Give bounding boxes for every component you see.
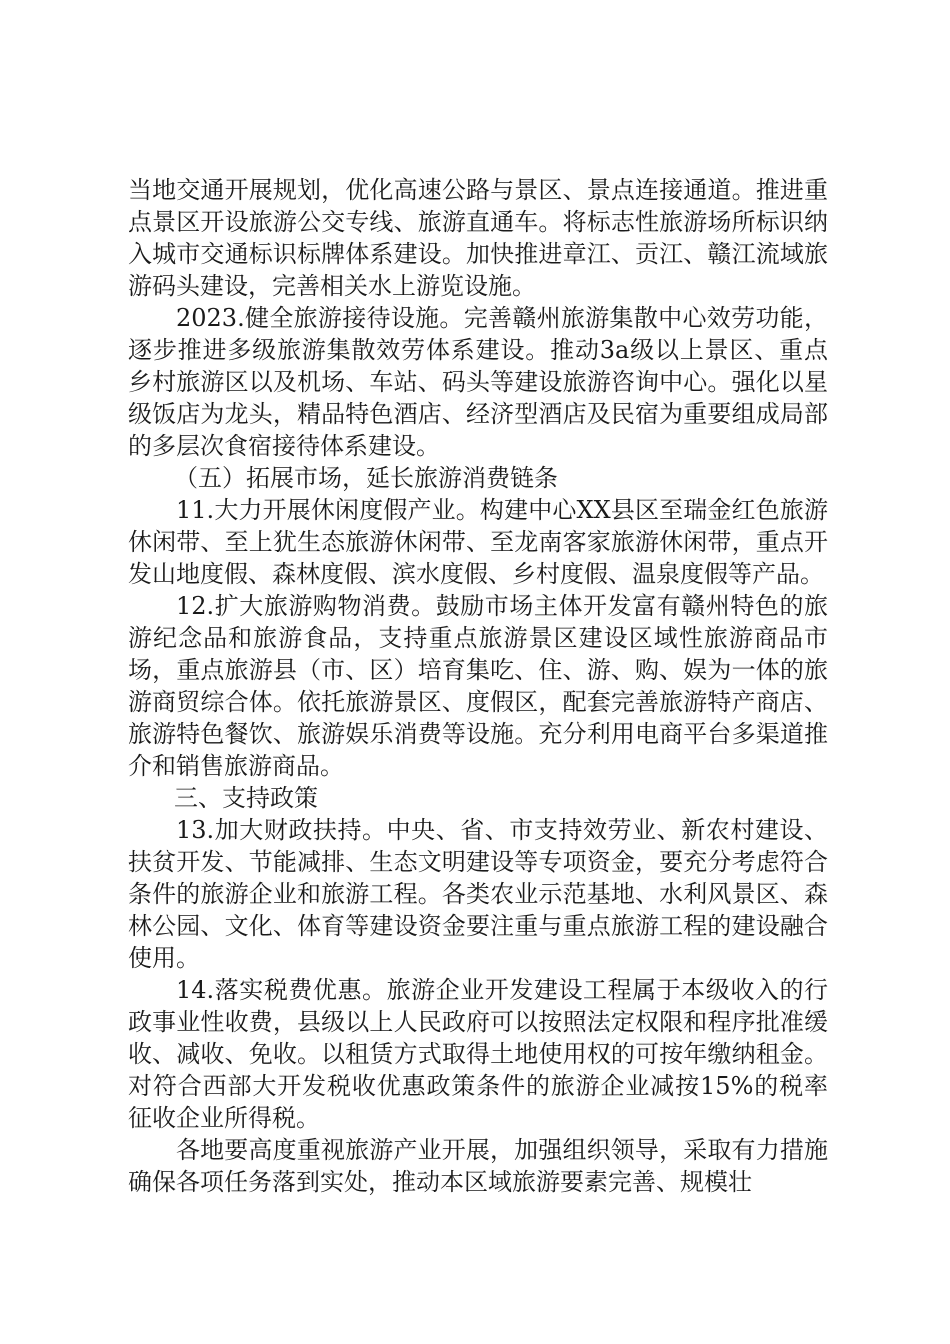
paragraph-reception-facilities: 2023.健全旅游接待设施。完善赣州旅游集散中心效劳功能，逐步推进多级旅游集散效劳体系建设。推动3a级以上景区、重点乡村旅游区以及机场、车站、码头等建设旅游咨询中心。强化以星级饭店为龙头，精品特色酒店、经济型酒店及民宿为重要组成局部的多层次食宿接待体系建设。: [128, 304, 828, 460]
paragraph-tax-incentives: 14.落实税费优惠。旅游企业开发建设工程属于本级收入的行政事业性收费，县级以上人民政府可以按照法定权限和程序批准缓收、减收、免收。以租赁方式取得土地使用权的可按年缴纳租金。对符合西部大开发税收优惠政策条件的旅游企业减按15%的税率征收企业所得税。: [128, 976, 828, 1132]
section-heading-market: （五）拓展市场，延长旅游消费链条: [174, 464, 558, 492]
paragraph-transport-planning: 当地交通开展规划，优化高速公路与景区、景点连接通道。推进重点景区开设旅游公交专线、旅游直通车。将标志性旅游场所标识纳入城市交通标识标牌体系建设。加快推进章江、贡江、赣江流域旅游码头建设，完善相关水上游览设施。: [128, 176, 828, 300]
paragraph-closing: 各地要高度重视旅游产业开展，加强组织领导，采取有力措施确保各项任务落到实处，推动本区域旅游要素完善、规模壮: [128, 1136, 828, 1196]
paragraph-leisure-industry: 11.大力开展休闲度假产业。构建中心XX县区至瑞金红色旅游休闲带、至上犹生态旅游休闲带、至龙南客家旅游休闲带，重点开发山地度假、森林度假、滨水度假、乡村度假、温泉度假等产品。: [128, 496, 828, 588]
paragraph-shopping-consumption: 12.扩大旅游购物消费。鼓励市场主体开发富有赣州特色的旅游纪念品和旅游食品，支持重点旅游景区建设区域性旅游商品市场，重点旅游县（市、区）培育集吃、住、游、购、娱为一体的旅游商贸综合体。依托旅游景区、度假区，配套完善旅游特产商店、旅游特色餐饮、旅游娱乐消费等设施。充分利用电商平台多渠道推介和销售旅游商品。: [128, 592, 828, 780]
section-heading-policy: 三、支持政策: [174, 784, 318, 812]
paragraph-financial-support: 13.加大财政扶持。中央、省、市支持效劳业、新农村建设、扶贫开发、节能减排、生态文明建设等专项资金，要充分考虑符合条件的旅游企业和旅游工程。各类农业示范基地、水利风景区、森林公园、文化、体育等建设资金要注重与重点旅游工程的建设融合使用。: [128, 816, 828, 972]
document-body: [128, 174, 828, 1198]
